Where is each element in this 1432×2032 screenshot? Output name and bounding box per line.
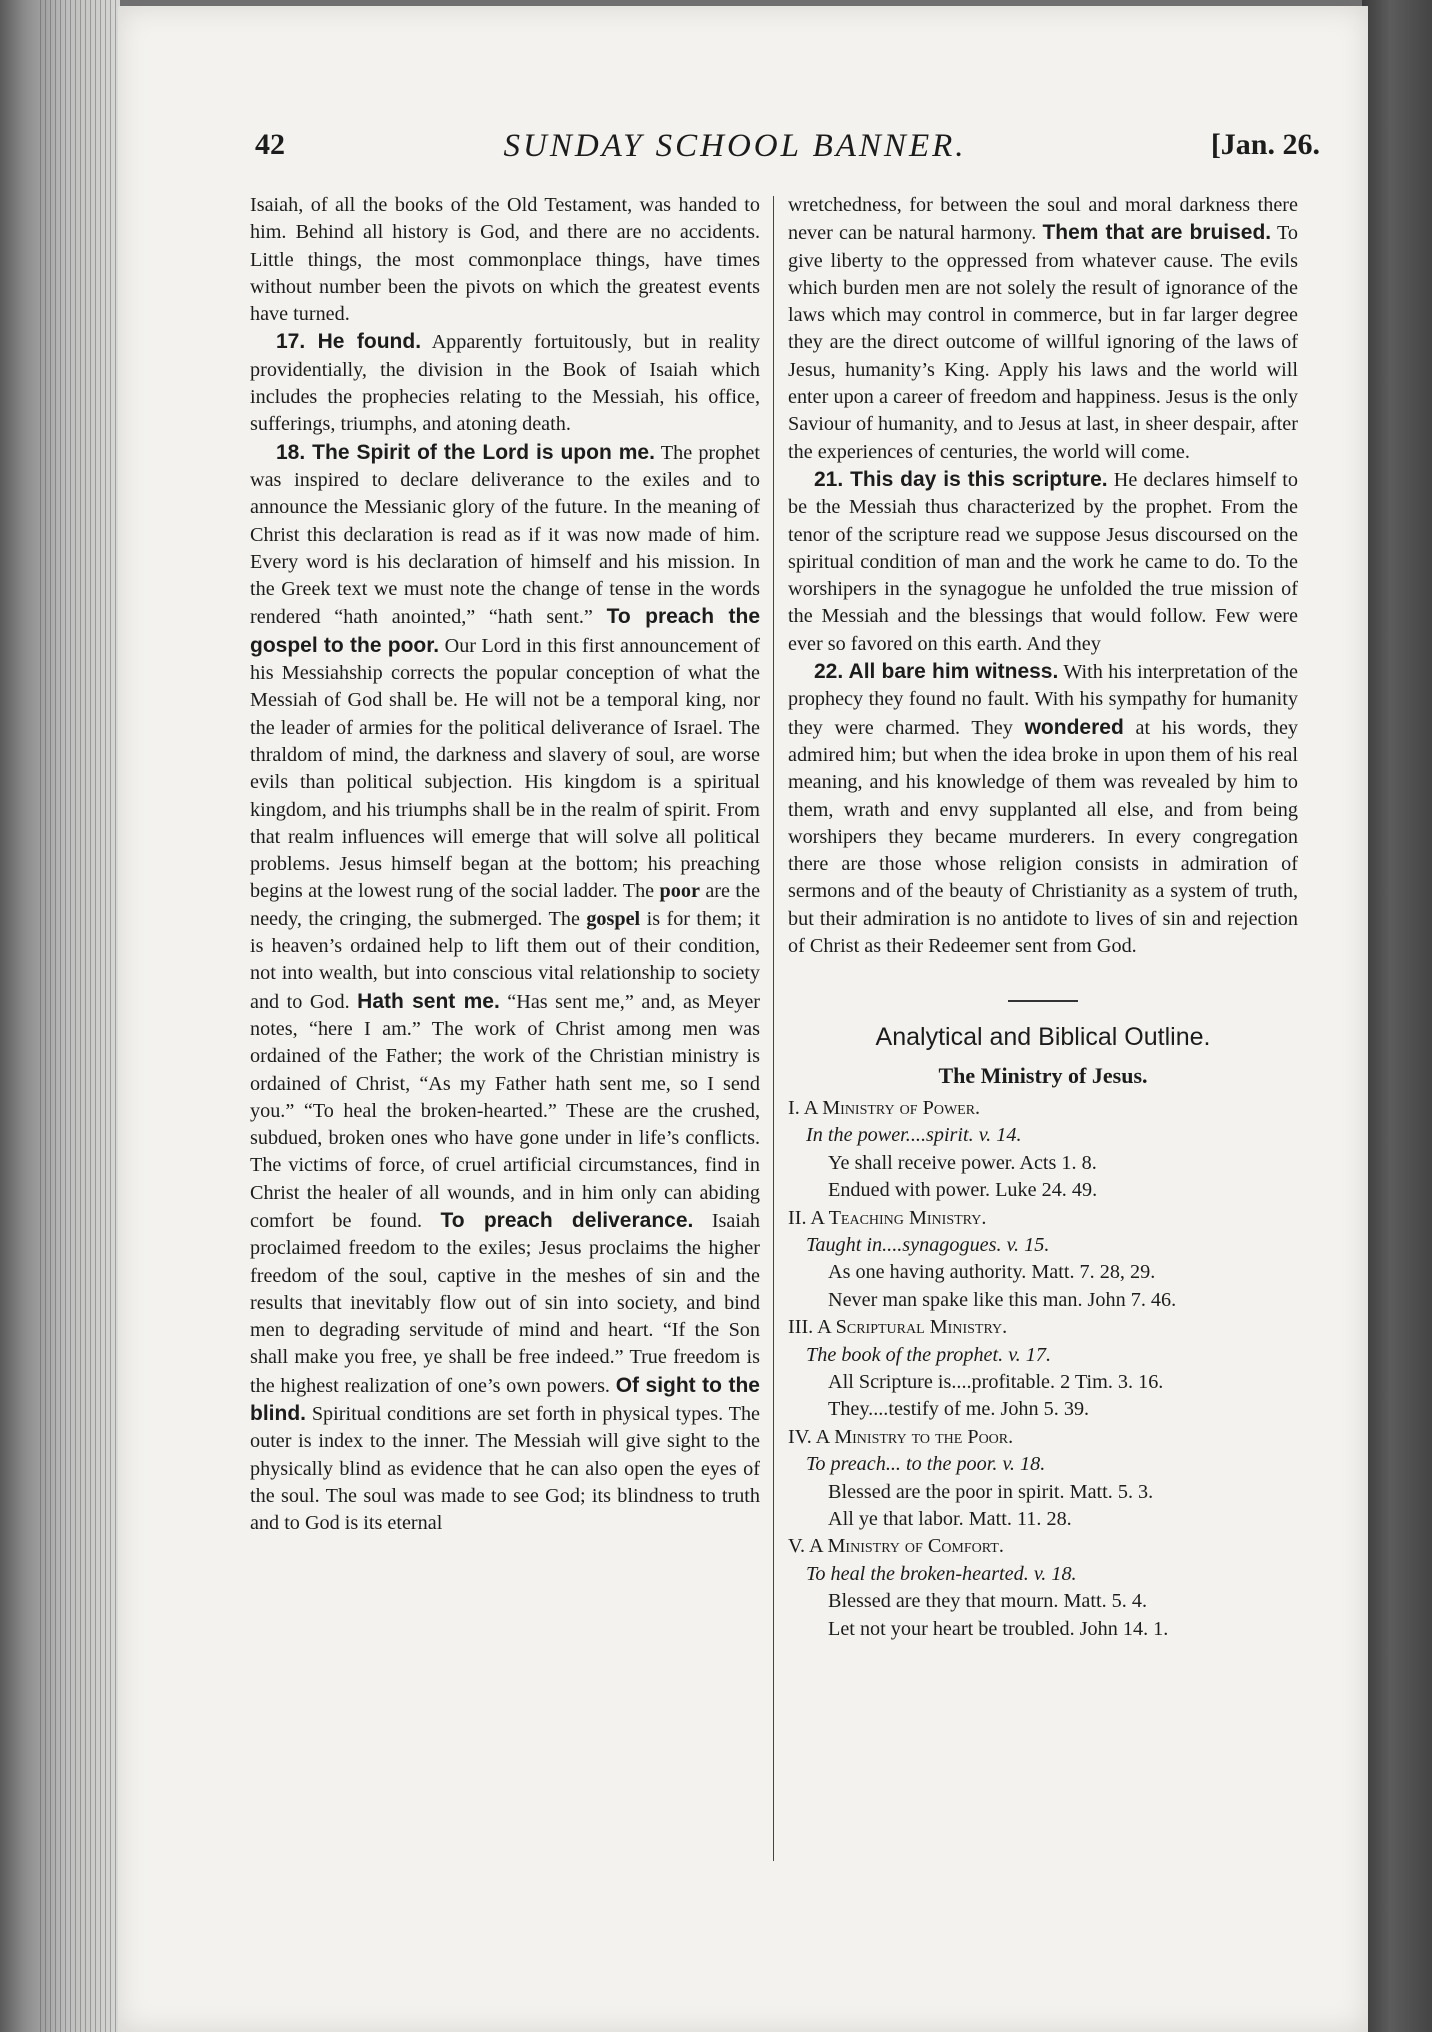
outline-reference: As one having authority. Matt. 7. 28, 29. [828, 1261, 1156, 1284]
paragraph: wretchedness, for between the soul and moral darkness there never can be natural harmony. Them that are bruised. To give liberty to the oppressed from whatever cause. The evils which burden men are not solely the result of ignorance of the laws which may control in commerce, but in far larger degree they are the direct outcome of willful ignoring of the laws of Jesus, humanity’s King. Apply his laws and the world will enter upon a career of freedom and happiness. Jesus is the only Saviour of humanity, and to Jesus at last, in sheer despair, after the experiences of centuries, the world will come. [788, 194, 1298, 463]
outline-verse: Taught in....synagogues. v. 15. [806, 1233, 1050, 1256]
outline-subtitle: The Ministry of Jesus. [938, 1062, 1148, 1088]
outline-reference: All Scripture is....profitable. 2 Tim. 3. 16. [828, 1370, 1164, 1393]
keyword: To preach deliverance. [440, 1208, 694, 1232]
outline-reference: Blessed are the poor in spirit. Matt. 5. 3. [828, 1480, 1154, 1503]
outline-heading: V. A Ministry of Comfort. [788, 1535, 1004, 1558]
running-title: SUNDAY SCHOOL BANNER. [503, 128, 967, 164]
keyword: poor [659, 880, 700, 903]
outline-reference: Ye shall receive power. Acts 1. 8. [828, 1151, 1097, 1174]
page-number: 42 [255, 128, 285, 161]
verse-heading: 17. He found. [276, 330, 422, 354]
keyword: To preach the gospel to the poor. [250, 605, 761, 657]
outline-heading: IV. A Ministry to the Poor. [788, 1425, 1014, 1448]
outline-heading: III. A Scriptural Ministry. [788, 1316, 1008, 1339]
outline-reference: Endued with power. Luke 24. 49. [828, 1179, 1098, 1202]
verse-heading: 22. All bare him witness. [814, 660, 1059, 684]
verse-heading: 18. The Spirit of the Lord is upon me. [276, 440, 655, 464]
keyword: gospel [586, 907, 641, 930]
right-column [788, 192, 1298, 1643]
section-rule [1008, 1000, 1078, 1002]
scan-border [1362, 0, 1432, 2032]
paragraph: 18. The Spirit of the Lord is upon me. The prophet was inspired to declare deliverance to the exiles and to announce the Messianic glory of the future. In the meaning of Christ this declaration is read as if it was now made of him. Every word is his declaration of himself and his mission. In the Greek text we must note the change of tense in the words rendered “hath anointed,” “hath sent.” To preach the gospel to the poor. Our Lord in this first announcement of his Messiahship corrects the popular conception of what the Messiah of God shall be. He will not be a temporal king, nor the leader of armies for the political deliverance of Israel. The thraldom of mind, the darkness and slavery of soul, are worse evils than political subjection. His kingdom is a spiritual kingdom, and his triumphs shall be in the realm of spirit. From that realm influences will emerge that will solve all political problems. Jesus himself began at the bottom; his preaching begins at the lowest rung of the social ladder. The poor are the needy, the cringing, the submerged. The gospel is for them; it is heaven’s ordained help to lift them out of their condition, not into wealth, but into conscious vital relationship to society and to God. Hath sent me. “Has sent me,” and, as Meyer notes, “here I am.” The work of Christ among men was ordained of the Father; the work of the Christian ministry is ordained of Christ, “As my Father hath sent me, so I send you.” “To heal the broken-hearted.” These are the crushed, subdued, broken ones who have gone under in life’s conflicts. The victims of force, of cruel artificial circumstances, find in Christ the healer of all wounds, and in him only can abiding comfort be found. To preach deliverance. Isaiah proclaimed freedom to the exiles; Jesus proclaims the higher freedom of the soul, captive in the meshes of sin and the results that inevitably flow out of sin into society, and bind men to degrading servitude of mind and heart. “If the Son shall make you free, ye shall be free indeed.” True freedom is the highest realization of one’s own powers. Of sight to the blind. Spiritual conditions are set forth in physical types. The outer is index to the inner. The Messiah will give sight to the physically blind as evidence that he can also open the eyes of the soul. The soul was made to see God; its blindness to truth and to God is its eternal [250, 440, 761, 1535]
outline-verse: To heal the broken-hearted. v. 18. [806, 1562, 1077, 1585]
outline-reference: All ye that labor. Matt. 11. 28. [828, 1508, 1072, 1530]
keyword: wondered [1024, 715, 1124, 739]
outline-heading: I. A Ministry of Power. [788, 1096, 981, 1119]
left-column [250, 192, 760, 1538]
keyword: Hath sent me. [357, 989, 500, 1013]
outline-title: Analytical and Biblical Outline. [875, 1023, 1211, 1052]
outline-list [788, 1095, 1298, 1643]
column-divider [773, 196, 774, 1861]
outline-reference: Blessed are they that mourn. Matt. 5. 4. [828, 1590, 1148, 1613]
keyword: Them that are bruised. [1042, 221, 1272, 245]
paragraph: Isaiah, of all the books of the Old Testament, was handed to him. Behind all history is God, and there are no accidents. Little things, the most commonplace things, have times without number been the pivots on which the greatest events have turned. [250, 194, 760, 326]
running-header [140, 128, 1330, 172]
verse-heading: 21. This day is this scripture. [814, 467, 1108, 491]
outline-heading: II. A Teaching Ministry. [788, 1206, 987, 1229]
outline-verse: To preach... to the poor. v. 18. [806, 1453, 1046, 1476]
page-edges [40, 0, 118, 2032]
outline-reference: Let not your heart be troubled. John 14. 1. [828, 1617, 1169, 1640]
paragraph: 22. All bare him witness. With his interpretation of the prophecy they found no fault. With his sympathy for humanity they were charmed. They wondered at his words, they admired him; but when the idea broke in upon them of his real meaning, and his knowledge of them was revealed by him to them, wrath and envy supplanted all else, and from being worshipers they became murderers. In every congregation there are those whose religion consists in admiration of sermons and of the beauty of Christianity as a system of truth, but their admiration is no antidote to lives of sin and rejection of Christ as their Redeemer sent from God. [788, 660, 1299, 958]
paragraph: 21. This day is this scripture. He declares himself to be the Messiah thus characterized by the prophet. From the tenor of the scripture read we suppose Jesus discoursed on the spiritual condition of man and the work he came to do. To the worshipers in the synagogue he unfolded the true mission of the Messiah and the blessings that would follow. Few were ever so favored on this earth. And they [788, 467, 1298, 655]
outline-reference: They....testify of me. John 5. 39. [828, 1398, 1090, 1421]
outline-verse: The book of the prophet. v. 17. [806, 1343, 1052, 1366]
paragraph: 17. He found. Apparently fortuitously, but in reality providentially, the division in the Book of Isaiah which includes the prophecies relating to the Messiah, his office, sufferings, triumphs, and atoning death. [250, 330, 760, 436]
outline-reference: Never man spake like this man. John 7. 46. [828, 1288, 1177, 1311]
issue-date: [Jan. 26. [1210, 128, 1320, 161]
outline-verse: In the power....spirit. v. 14. [806, 1124, 1022, 1147]
keyword: Of sight to the blind. [250, 1373, 760, 1426]
